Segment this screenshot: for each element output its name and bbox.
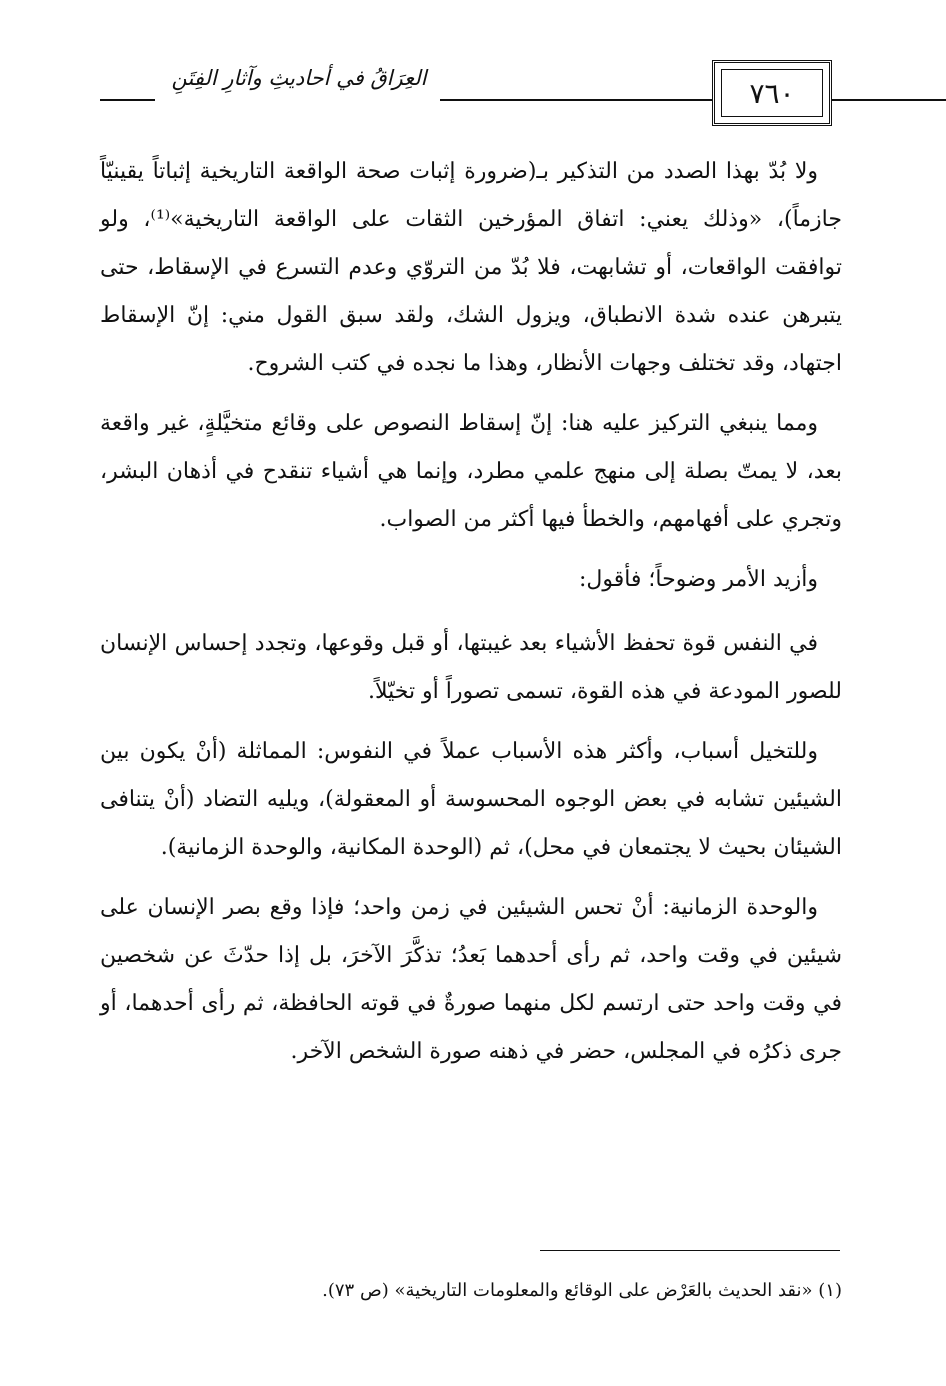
page-number: ٧٦٠ xyxy=(749,76,795,110)
paragraph: في النفس قوة تحفظ الأشياء بعد غيبتها، أو قبل وقوعها، وتجدد إحساس الإنسان للصور المودعة في هذه القوة، تسمى تصوراً أو تخيّلاً. xyxy=(100,631,842,704)
page-number-frame xyxy=(712,60,832,126)
paragraph: وأزيد الأمر وضوحاً؛ فأقول: xyxy=(578,567,818,592)
page-header xyxy=(100,58,840,128)
footnote-separator xyxy=(540,1250,840,1251)
paragraph: ولا بُدّ بهذا الصدد من التذكير بـ(ضرورة إثبات صحة الواقعة التاريخية إثباتاً يقينيّاً جازماً)، «وذلك يعني: اتفاق المؤرخين الثقات على الواقعة التاريخية»⁽¹⁾، ولو توافقت الواقعات، أو تشابهت، فلا بُدّ من التروّي وعدم التسرع في الإسقاط، حتى يتبرهن عنده شدة الانطباق، ويزول الشك، ولقد سبق القول مني: إنّ الإسقاط اجتهاد، وقد تختلف وجهات الأنظار، وهذا ما نجده في كتب الشروح. xyxy=(100,159,842,376)
paragraph: ومما ينبغي التركيز عليه هنا: إنّ إسقاط النصوص على وقائع متخيَّلةٍ، غير واقعة بعد، لا يمتّ بصلة إلى منهج علمي مطرد، وإنما هي أشياء تنقدح في أذهان البشر، وتجري على أفهامهم، والخطأ فيها أكثر من الصواب. xyxy=(100,411,842,532)
footnote: (١) «نقد الحديث بالعَرْض على الوقائع والمعلومات التاريخية» (ص ٧٣). xyxy=(322,1280,842,1301)
header-rule-left xyxy=(100,99,155,101)
running-title: العِرَاقُ في أحاديثِ وآثارِ الفِتَنِ xyxy=(171,66,427,90)
paragraph: والوحدة الزمانية: أنْ تحس الشيئين في زمن واحد؛ فإذا وقع بصر الإنسان على شيئين في وقت واحد، ثم رأى أحدهما بَعدُ؛ تذكَّرَ الآخرَ، بل إذا حدّثَ عن شخصين في وقت واحد حتى ارتسم لكل منهما صورةٌ في قوته الحافظة، ثم رأى أحدهما، أو جرى ذكرُه في المجلس، حضر في ذهنه صورة الشخص الآخر. xyxy=(100,895,842,1064)
paragraph: وللتخيل أسباب، وأكثر هذه الأسباب عملاً في النفوس: المماثلة (أنْ يكون بين الشيئين تشابه في بعض الوجوه المحسوسة أو المعقولة)، ويليه التضاد (أنْ يتنافى الشيئان بحيث لا يجتمعان في محل)، ثم (الوحدة المكانية، والوحدة الزمانية). xyxy=(100,739,842,860)
main-text xyxy=(100,148,842,1088)
